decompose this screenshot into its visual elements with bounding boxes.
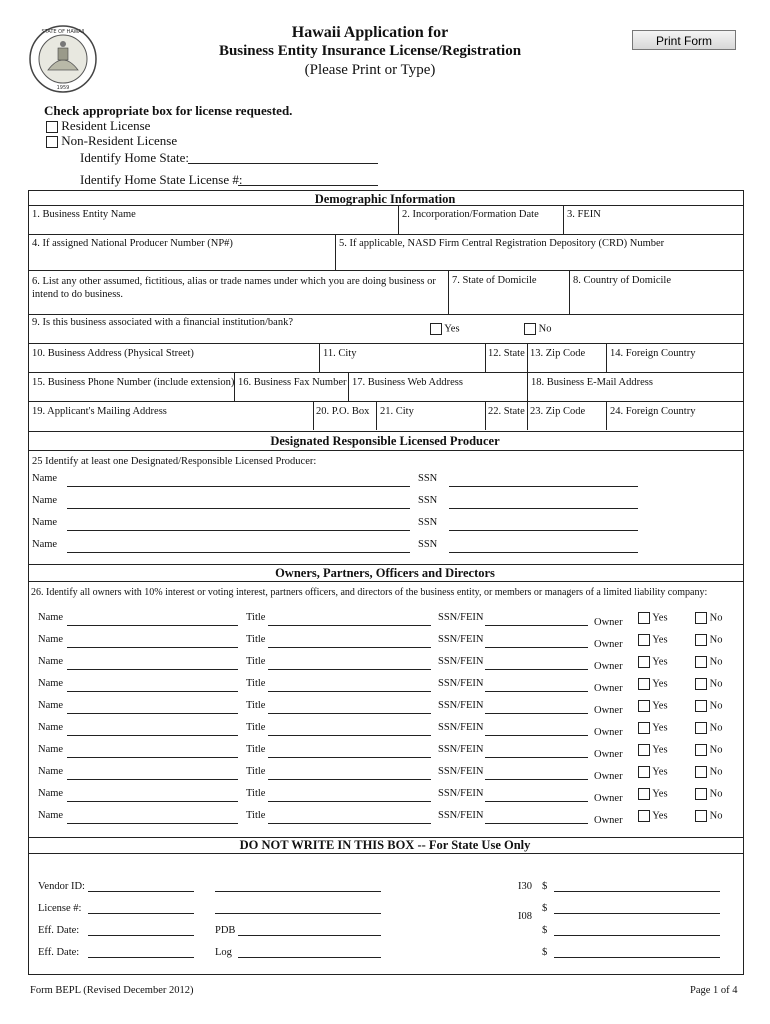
owner-no-option xyxy=(695,700,722,712)
field-trade-names[interactable]: 6. List any other assumed, fictitious, alias or trade names under which you are doing business or intend to do business. xyxy=(32,276,436,300)
owner-yes-checkbox[interactable] xyxy=(638,700,650,712)
eff-date-label-1: Eff. Date: xyxy=(38,925,80,936)
owner-ssnfein-field[interactable] xyxy=(485,647,588,648)
owner-ssnfein-label: SSN/FEIN xyxy=(438,722,484,733)
owner-no-label: No xyxy=(709,656,723,668)
producer-instruction: 25 Identify at least one Designated/Responsible Licensed Producer: xyxy=(32,456,317,467)
owner-no-label: No xyxy=(709,722,723,734)
owner-name-field[interactable] xyxy=(67,669,238,670)
owner-ssnfein-field[interactable] xyxy=(485,691,588,692)
svg-text:1959: 1959 xyxy=(56,85,70,91)
producer-ssn-label: SSN xyxy=(418,473,438,484)
owner-ssnfein-field[interactable] xyxy=(485,779,588,780)
owner-yes-option xyxy=(638,700,668,712)
log-field[interactable] xyxy=(238,957,381,958)
owner-name-label: Name xyxy=(38,722,64,733)
producer-name-field[interactable] xyxy=(67,552,410,553)
owner-title-label: Title xyxy=(246,656,266,667)
owner-no-label: No xyxy=(709,744,723,756)
owner-ssnfein-field[interactable] xyxy=(485,735,588,736)
i08-label: I08 xyxy=(518,911,532,922)
owner-flag-label: Owner xyxy=(594,683,623,694)
owner-no-checkbox[interactable] xyxy=(695,612,707,624)
dollar-sign-1: $ xyxy=(542,881,548,892)
resident-license-option xyxy=(46,118,150,134)
owner-name-field[interactable] xyxy=(67,801,238,802)
owners-heading: Owners, Partners, Officers and Directors xyxy=(275,566,495,580)
owner-title-label: Title xyxy=(246,700,266,711)
field-po-box[interactable]: 20. P.O. Box xyxy=(316,406,370,417)
owner-yes-option xyxy=(638,634,668,646)
state-use-section xyxy=(28,837,744,975)
owner-ssnfein-label: SSN/FEIN xyxy=(438,656,484,667)
field-web-address[interactable]: 17. Business Web Address xyxy=(352,377,463,388)
financial-no-checkbox[interactable] xyxy=(524,323,536,335)
field-mailing-country[interactable]: 24. Foreign Country xyxy=(610,406,696,417)
owner-title-field[interactable] xyxy=(268,757,431,758)
owner-yes-label: Yes xyxy=(652,634,668,646)
producer-section xyxy=(28,431,744,565)
owner-yes-checkbox[interactable] xyxy=(638,810,650,822)
owner-no-checkbox[interactable] xyxy=(695,678,707,690)
form-revision: Form BEPL (Revised December 2012) xyxy=(30,985,194,996)
producer-ssn-label: SSN xyxy=(418,539,438,550)
financial-yes-label: Yes xyxy=(444,323,460,335)
vendor-id-field[interactable] xyxy=(88,891,194,892)
owner-no-option xyxy=(695,678,722,690)
owner-name-label: Name xyxy=(38,634,64,645)
owner-yes-label: Yes xyxy=(652,722,668,734)
dollar-sign-3: $ xyxy=(542,925,548,936)
pdb-label: PDB xyxy=(215,925,236,936)
owner-title-field[interactable] xyxy=(268,735,431,736)
field-state[interactable]: 12. State xyxy=(488,348,525,359)
owner-no-label: No xyxy=(709,810,723,822)
dollar-sign-4: $ xyxy=(542,947,548,958)
producer-ssn-field[interactable] xyxy=(449,508,638,509)
nonresident-license-option xyxy=(46,133,177,149)
field-npn[interactable]: 4. If assigned National Producer Number (NP#) xyxy=(32,238,233,249)
field-business-name[interactable]: 1. Business Entity Name xyxy=(32,209,136,220)
state-blank-field-2[interactable] xyxy=(215,913,381,914)
producer-heading: Designated Responsible Licensed Producer xyxy=(270,434,500,448)
producer-name-label: Name xyxy=(32,539,58,550)
producer-name-field[interactable] xyxy=(67,486,410,487)
amount-field-4[interactable] xyxy=(554,957,720,958)
producer-ssn-label: SSN xyxy=(418,495,438,506)
demographic-heading: Demographic Information xyxy=(314,192,456,206)
owner-no-label: No xyxy=(709,788,723,800)
owner-yes-option xyxy=(638,722,668,734)
owners-section xyxy=(28,564,744,838)
owner-ssnfein-label: SSN/FEIN xyxy=(438,744,484,755)
producer-ssn-field[interactable] xyxy=(449,552,638,553)
owner-ssnfein-field[interactable] xyxy=(485,757,588,758)
owner-no-checkbox[interactable] xyxy=(695,656,707,668)
field-mailing-state[interactable]: 22. State xyxy=(488,406,525,417)
owner-title-field[interactable] xyxy=(268,669,431,670)
owner-title-label: Title xyxy=(246,722,266,733)
page-number: Page 1 of 4 xyxy=(690,985,738,996)
field-business-address[interactable]: 10. Business Address (Physical Street) xyxy=(32,348,194,359)
owner-ssnfein-field[interactable] xyxy=(485,801,588,802)
field-incorporation-date[interactable]: 2. Incorporation/Formation Date xyxy=(402,209,539,220)
owner-no-option xyxy=(695,612,722,624)
owner-ssnfein-label: SSN/FEIN xyxy=(438,810,484,821)
field-fein[interactable]: 3. FEIN xyxy=(567,209,601,220)
owner-title-field[interactable] xyxy=(268,779,431,780)
owner-name-label: Name xyxy=(38,766,64,777)
i30-label: I30 xyxy=(518,881,532,892)
form-title-line1: Hawaii Application for xyxy=(291,24,449,41)
svg-text:STATE OF HAWAII: STATE OF HAWAII xyxy=(41,29,85,35)
owner-yes-label: Yes xyxy=(652,678,668,690)
owner-no-label: No xyxy=(709,612,723,624)
home-state-field[interactable] xyxy=(188,163,378,164)
owner-name-field[interactable] xyxy=(67,625,238,626)
owner-title-label: Title xyxy=(246,678,266,689)
owner-name-field[interactable] xyxy=(67,823,238,824)
owner-no-checkbox[interactable] xyxy=(695,722,707,734)
owner-yes-option xyxy=(638,766,668,778)
owner-title-field[interactable] xyxy=(268,691,431,692)
owner-flag-label: Owner xyxy=(594,749,623,760)
owner-name-label: Name xyxy=(38,678,64,689)
demographic-section xyxy=(28,190,744,432)
owner-flag-label: Owner xyxy=(594,661,623,672)
owner-no-option xyxy=(695,810,722,822)
field-crd[interactable]: 5. If applicable, NASD Firm Central Registration Depository (CRD) Number xyxy=(339,238,665,249)
owner-yes-label: Yes xyxy=(652,810,668,822)
owner-title-field[interactable] xyxy=(268,647,431,648)
owner-yes-checkbox[interactable] xyxy=(638,788,650,800)
financial-yes-option xyxy=(430,323,460,335)
form-title-line3: (Please Print or Type) xyxy=(304,62,436,78)
owner-flag-label: Owner xyxy=(594,727,623,738)
owner-flag-label: Owner xyxy=(594,793,623,804)
field-foreign-country[interactable]: 14. Foreign Country xyxy=(610,348,696,359)
owner-yes-option xyxy=(638,744,668,756)
owner-yes-option xyxy=(638,788,668,800)
owner-flag-label: Owner xyxy=(594,705,623,716)
owner-name-label: Name xyxy=(38,810,64,821)
owner-name-field[interactable] xyxy=(67,757,238,758)
owner-no-label: No xyxy=(709,634,723,646)
home-state-label: Identify Home State: xyxy=(80,150,190,165)
owner-title-label: Title xyxy=(246,744,266,755)
owner-ssnfein-label: SSN/FEIN xyxy=(438,700,484,711)
owner-ssnfein-label: SSN/FEIN xyxy=(438,678,484,689)
field-email[interactable]: 18. Business E-Mail Address xyxy=(531,377,653,388)
owner-yes-option xyxy=(638,656,668,668)
owner-no-option xyxy=(695,766,722,778)
owner-no-option xyxy=(695,744,722,756)
field-country-domicile[interactable]: 8. Country of Domicile xyxy=(573,275,671,286)
owner-yes-checkbox[interactable] xyxy=(638,744,650,756)
resident-license-label: Resident License xyxy=(61,118,151,133)
owner-name-label: Name xyxy=(38,612,64,623)
owner-title-label: Title xyxy=(246,612,266,623)
financial-no-option xyxy=(524,323,551,335)
owner-name-label: Name xyxy=(38,700,64,711)
owner-yes-option xyxy=(638,612,668,624)
field-city[interactable]: 11. City xyxy=(323,348,357,359)
owner-yes-checkbox[interactable] xyxy=(638,612,650,624)
owner-yes-label: Yes xyxy=(652,700,668,712)
owner-name-field[interactable] xyxy=(67,647,238,648)
owner-flag-label: Owner xyxy=(594,771,623,782)
owner-title-label: Title xyxy=(246,634,266,645)
financial-no-label: No xyxy=(538,323,552,335)
owner-ssnfein-label: SSN/FEIN xyxy=(438,634,484,645)
owner-title-field[interactable] xyxy=(268,625,431,626)
field-state-domicile[interactable]: 7. State of Domicile xyxy=(452,275,537,286)
eff-date-label-2: Eff. Date: xyxy=(38,947,80,958)
field-mailing-zip[interactable]: 23. Zip Code xyxy=(530,406,586,417)
owner-no-checkbox[interactable] xyxy=(695,810,707,822)
owner-name-field[interactable] xyxy=(67,735,238,736)
license-number-field[interactable] xyxy=(88,913,194,914)
print-form-button[interactable]: Print Form xyxy=(632,30,736,50)
field-business-phone[interactable]: 15. Business Phone Number (include extension) xyxy=(32,377,235,388)
field-mailing-city[interactable]: 21. City xyxy=(380,406,414,417)
nonresident-license-checkbox[interactable] xyxy=(46,136,58,148)
owner-no-label: No xyxy=(709,766,723,778)
producer-name-field[interactable] xyxy=(67,508,410,509)
owner-no-label: No xyxy=(709,700,723,712)
producer-name-label: Name xyxy=(32,473,58,484)
owner-title-field[interactable] xyxy=(268,823,431,824)
owner-yes-checkbox[interactable] xyxy=(638,722,650,734)
owner-ssnfein-label: SSN/FEIN xyxy=(438,766,484,777)
owner-yes-label: Yes xyxy=(652,766,668,778)
owner-title-field[interactable] xyxy=(268,801,431,802)
owner-title-label: Title xyxy=(246,788,266,799)
owner-title-field[interactable] xyxy=(268,713,431,714)
i08-amount-field[interactable] xyxy=(554,913,720,914)
owner-no-option xyxy=(695,634,722,646)
owner-name-label: Name xyxy=(38,656,64,667)
field-business-fax[interactable]: 16. Business Fax Number xyxy=(238,377,347,388)
producer-name-label: Name xyxy=(32,517,58,528)
owner-no-option xyxy=(695,788,722,800)
eff-date-field-2[interactable] xyxy=(88,957,194,958)
producer-ssn-field[interactable] xyxy=(449,486,638,487)
owner-title-label: Title xyxy=(246,810,266,821)
amount-field-3[interactable] xyxy=(554,935,720,936)
producer-ssn-label: SSN xyxy=(418,517,438,528)
i30-amount-field[interactable] xyxy=(554,891,720,892)
owner-name-field[interactable] xyxy=(67,713,238,714)
nonresident-license-label: Non-Resident License xyxy=(61,133,178,148)
financial-yes-checkbox[interactable] xyxy=(430,323,442,335)
owner-ssnfein-field[interactable] xyxy=(485,625,588,626)
owner-no-checkbox[interactable] xyxy=(695,700,707,712)
dollar-sign-2: $ xyxy=(542,903,548,914)
owner-ssnfein-field[interactable] xyxy=(485,669,588,670)
owner-title-label: Title xyxy=(246,766,266,777)
owner-no-checkbox[interactable] xyxy=(695,766,707,778)
license-type-heading: Check appropriate box for license requested. xyxy=(44,103,293,118)
owner-yes-label: Yes xyxy=(652,788,668,800)
owner-no-option xyxy=(695,722,722,734)
producer-ssn-field[interactable] xyxy=(449,530,638,531)
owner-ssnfein-label: SSN/FEIN xyxy=(438,788,484,799)
state-use-heading: DO NOT WRITE IN THIS BOX -- For State Use Only xyxy=(239,838,531,852)
owner-name-field[interactable] xyxy=(67,779,238,780)
form-title-line2: Business Entity Insurance License/Registration xyxy=(218,43,522,59)
owner-flag-label: Owner xyxy=(594,815,623,826)
field-zip[interactable]: 13. Zip Code xyxy=(530,348,586,359)
owner-flag-label: Owner xyxy=(594,639,623,650)
owner-name-label: Name xyxy=(38,788,64,799)
owner-no-option xyxy=(695,656,722,668)
owners-instruction: 26. Identify all owners with 10% interest or voting interest, partners officers, and directors of the business entity, or members or managers of a limited liability company: xyxy=(31,587,708,598)
vendor-id-label: Vendor ID: xyxy=(38,881,85,892)
state-seal-icon xyxy=(28,24,98,94)
owner-ssnfein-label: SSN/FEIN xyxy=(438,612,484,623)
producer-name-label: Name xyxy=(32,495,58,506)
owner-name-field[interactable] xyxy=(67,691,238,692)
owner-yes-label: Yes xyxy=(652,656,668,668)
pdb-field[interactable] xyxy=(238,935,381,936)
owner-ssnfein-field[interactable] xyxy=(485,823,588,824)
owner-flag-label: Owner xyxy=(594,617,623,628)
state-blank-field-1[interactable] xyxy=(215,891,381,892)
owner-name-label: Name xyxy=(38,744,64,755)
owner-yes-checkbox[interactable] xyxy=(638,766,650,778)
producer-name-field[interactable] xyxy=(67,530,410,531)
log-label: Log xyxy=(215,947,232,958)
owner-no-checkbox[interactable] xyxy=(695,788,707,800)
license-number-label: License #: xyxy=(38,903,82,914)
resident-license-checkbox[interactable] xyxy=(46,121,58,133)
owner-no-checkbox[interactable] xyxy=(695,744,707,756)
owner-yes-option xyxy=(638,678,668,690)
owner-yes-label: Yes xyxy=(652,612,668,624)
owner-no-label: No xyxy=(709,678,723,690)
owner-yes-option xyxy=(638,810,668,822)
field-mailing-address[interactable]: 19. Applicant's Mailing Address xyxy=(32,406,167,417)
eff-date-field-1[interactable] xyxy=(88,935,194,936)
owner-yes-checkbox[interactable] xyxy=(638,634,650,646)
owner-yes-checkbox[interactable] xyxy=(638,678,650,690)
owner-no-checkbox[interactable] xyxy=(695,634,707,646)
field-financial-institution: 9. Is this business associated with a financial institution/bank? xyxy=(32,317,293,328)
home-license-field[interactable] xyxy=(238,185,378,186)
owner-yes-checkbox[interactable] xyxy=(638,656,650,668)
owner-yes-label: Yes xyxy=(652,744,668,756)
home-license-label: Identify Home State License #: xyxy=(80,172,243,187)
owner-ssnfein-field[interactable] xyxy=(485,713,588,714)
